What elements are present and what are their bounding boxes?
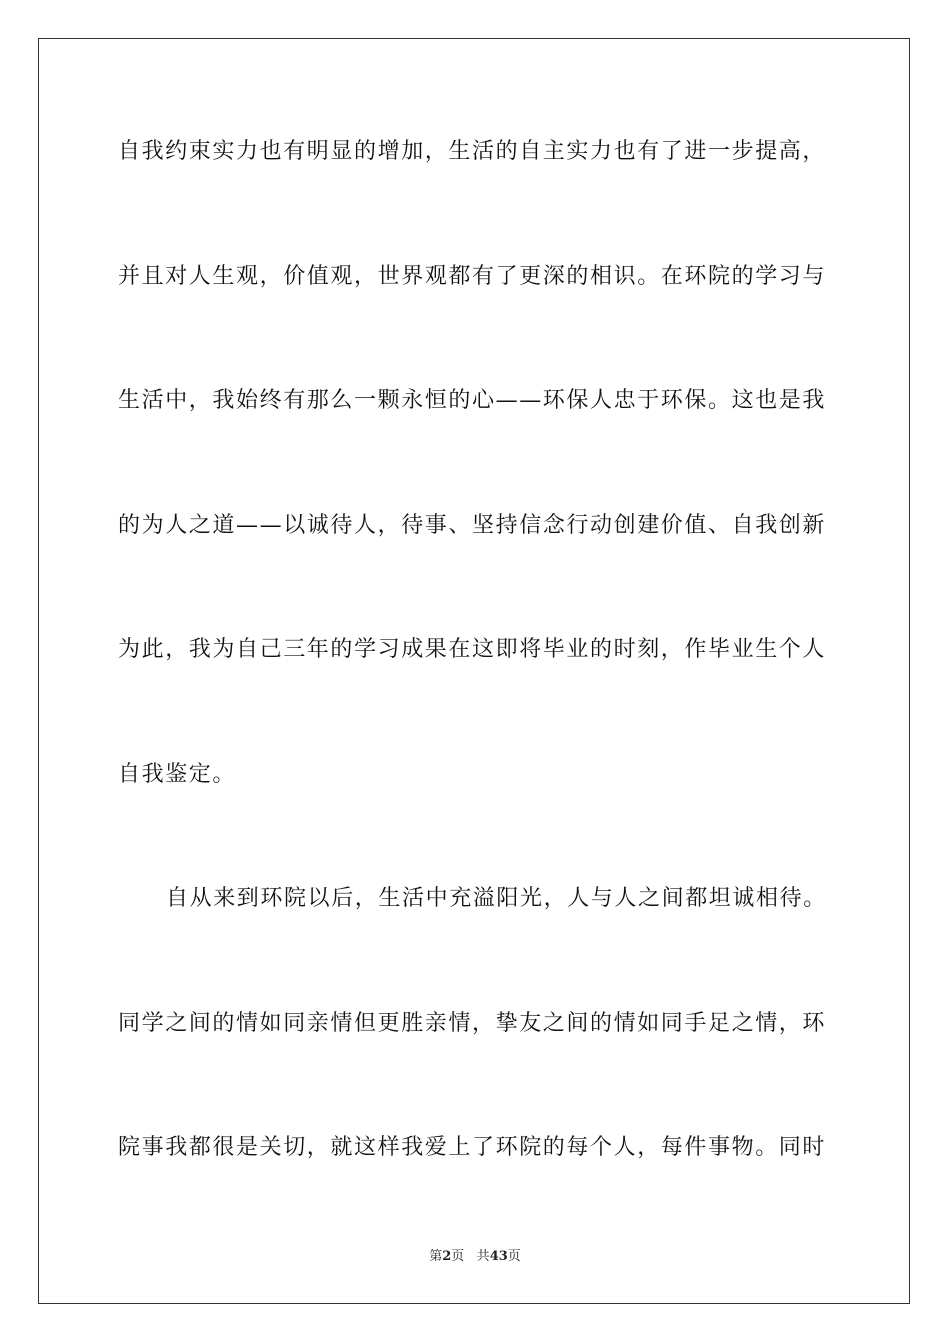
page-suffix: 页 bbox=[451, 1249, 465, 1264]
body-line-3: 生活中，我始终有那么一颗永恒的心——环保人忠于环保。这也是我 bbox=[118, 388, 827, 413]
body-line-4: 的为人之道——以诚待人，待事、坚持信念行动创建价值、自我创新 bbox=[118, 513, 827, 538]
body-line-1: 自我约束实力也有明显的增加，生活的自主实力也有了进一步提高， bbox=[118, 139, 827, 164]
body-line-7-paragraph-start: 自从来到环院以后，生活中充溢阳光，人与人之间都坦诚相待。 bbox=[166, 886, 827, 911]
body-line-8: 同学之间的情如同亲情但更胜亲情，挚友之间的情如同手足之情，环 bbox=[118, 1011, 827, 1036]
page-footer bbox=[0, 1248, 950, 1266]
body-line-5: 为此，我为自己三年的学习成果在这即将毕业的时刻，作毕业生个人 bbox=[118, 637, 827, 662]
body-line-6: 自我鉴定。 bbox=[118, 762, 237, 787]
body-line-9: 院事我都很是关切，就这样我爱上了环院的每个人，每件事物。同时 bbox=[118, 1135, 827, 1160]
total-prefix: 共 bbox=[476, 1249, 490, 1264]
page-frame bbox=[38, 38, 910, 1304]
page-prefix: 第 bbox=[429, 1249, 443, 1264]
page-number: 2 bbox=[442, 1249, 452, 1264]
total-pages: 43 bbox=[489, 1249, 508, 1264]
body-line-2: 并且对人生观，价值观，世界观都有了更深的相识。在环院的学习与 bbox=[118, 264, 827, 289]
total-suffix: 页 bbox=[507, 1249, 521, 1264]
